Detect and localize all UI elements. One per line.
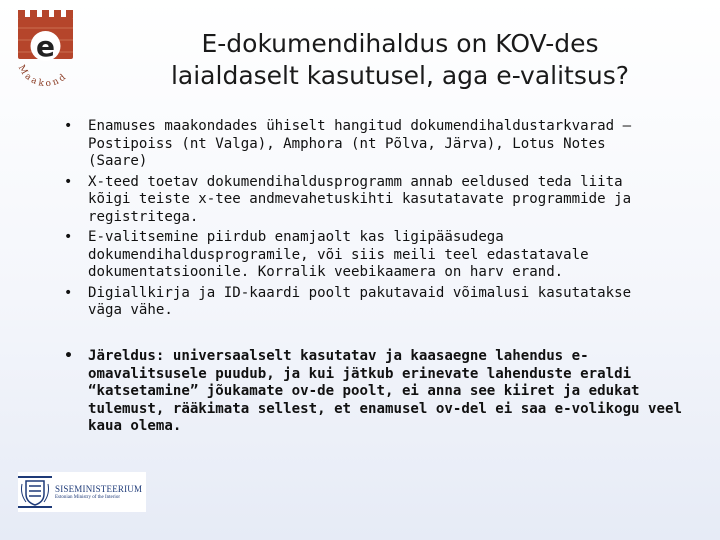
- bullet-text: Enamuses maakondades ühiselt hangitud dokumendihaldustarkvarad – Postipoiss (nt Valga), Amphora (nt Põlva, Järva), Lotus Notes (Saare): [88, 118, 632, 169]
- ministry-logo: [18, 472, 146, 512]
- conclusion-text: Järeldus: universaalselt kasutatav ja kaasaegne lahendus e-omavalitsusele puudub, ja kui jätkub erinevate lahenduste eraldi “katsetamine” jõukamate ov-de poolt, ei anna see kiiret ja edukat tulemust, rääkimata sellest, et enamusel ov-del ei saa e-volikogu veel kaua olema.: [88, 348, 682, 434]
- bullet-item: [62, 229, 662, 282]
- logo-letter: e: [36, 30, 55, 63]
- bullet-dot-icon: •: [64, 284, 73, 301]
- bullet-text: E-valitsemine piirdub enamjaolt kas ligipääsudega dokumendihaldusprogramile, või siis meili teel edastatavale dokumentatsioonile. Korralik veebikaamera on harv erand.: [88, 229, 589, 280]
- ministry-crest-icon: [18, 472, 52, 512]
- title-line-2: laialdaselt kasutusel, aga e-valitsus?: [170, 61, 630, 90]
- ministry-text: [55, 484, 142, 500]
- slide-title: [120, 28, 680, 92]
- ministry-subtitle: Estonian Ministry of the Interior: [55, 495, 120, 500]
- bullet-item: [62, 174, 662, 227]
- bullet-text: X-teed toetav dokumendihaldusprogramm annab eeldused teda liita kõigi teiste x-tee andmevahetuskihti kasutatavate programmide ja registritega.: [88, 173, 632, 225]
- title-line-1: E-dokumendihaldus on KOV-des: [201, 29, 599, 58]
- conclusion-bullet: [62, 348, 698, 436]
- bullet-item: [62, 118, 662, 171]
- bullet-text: Digiallkirja ja ID-kaardi poolt pakutavaid võimalusi kasutatakse väga vähe.: [88, 284, 632, 318]
- bullet-item: [62, 285, 662, 320]
- logo-word: Maakond: [15, 63, 70, 90]
- bullet-dot-icon: •: [64, 229, 73, 245]
- e-maakond-logo: [10, 8, 82, 90]
- bullet-dot-icon: •: [64, 348, 74, 364]
- ministry-name: SISEMINISTEERIUM: [55, 484, 143, 494]
- svg-text:Maakond: [16, 64, 70, 90]
- bullet-list: [62, 118, 662, 323]
- bullet-dot-icon: •: [64, 173, 73, 190]
- bullet-dot-icon: •: [64, 118, 73, 134]
